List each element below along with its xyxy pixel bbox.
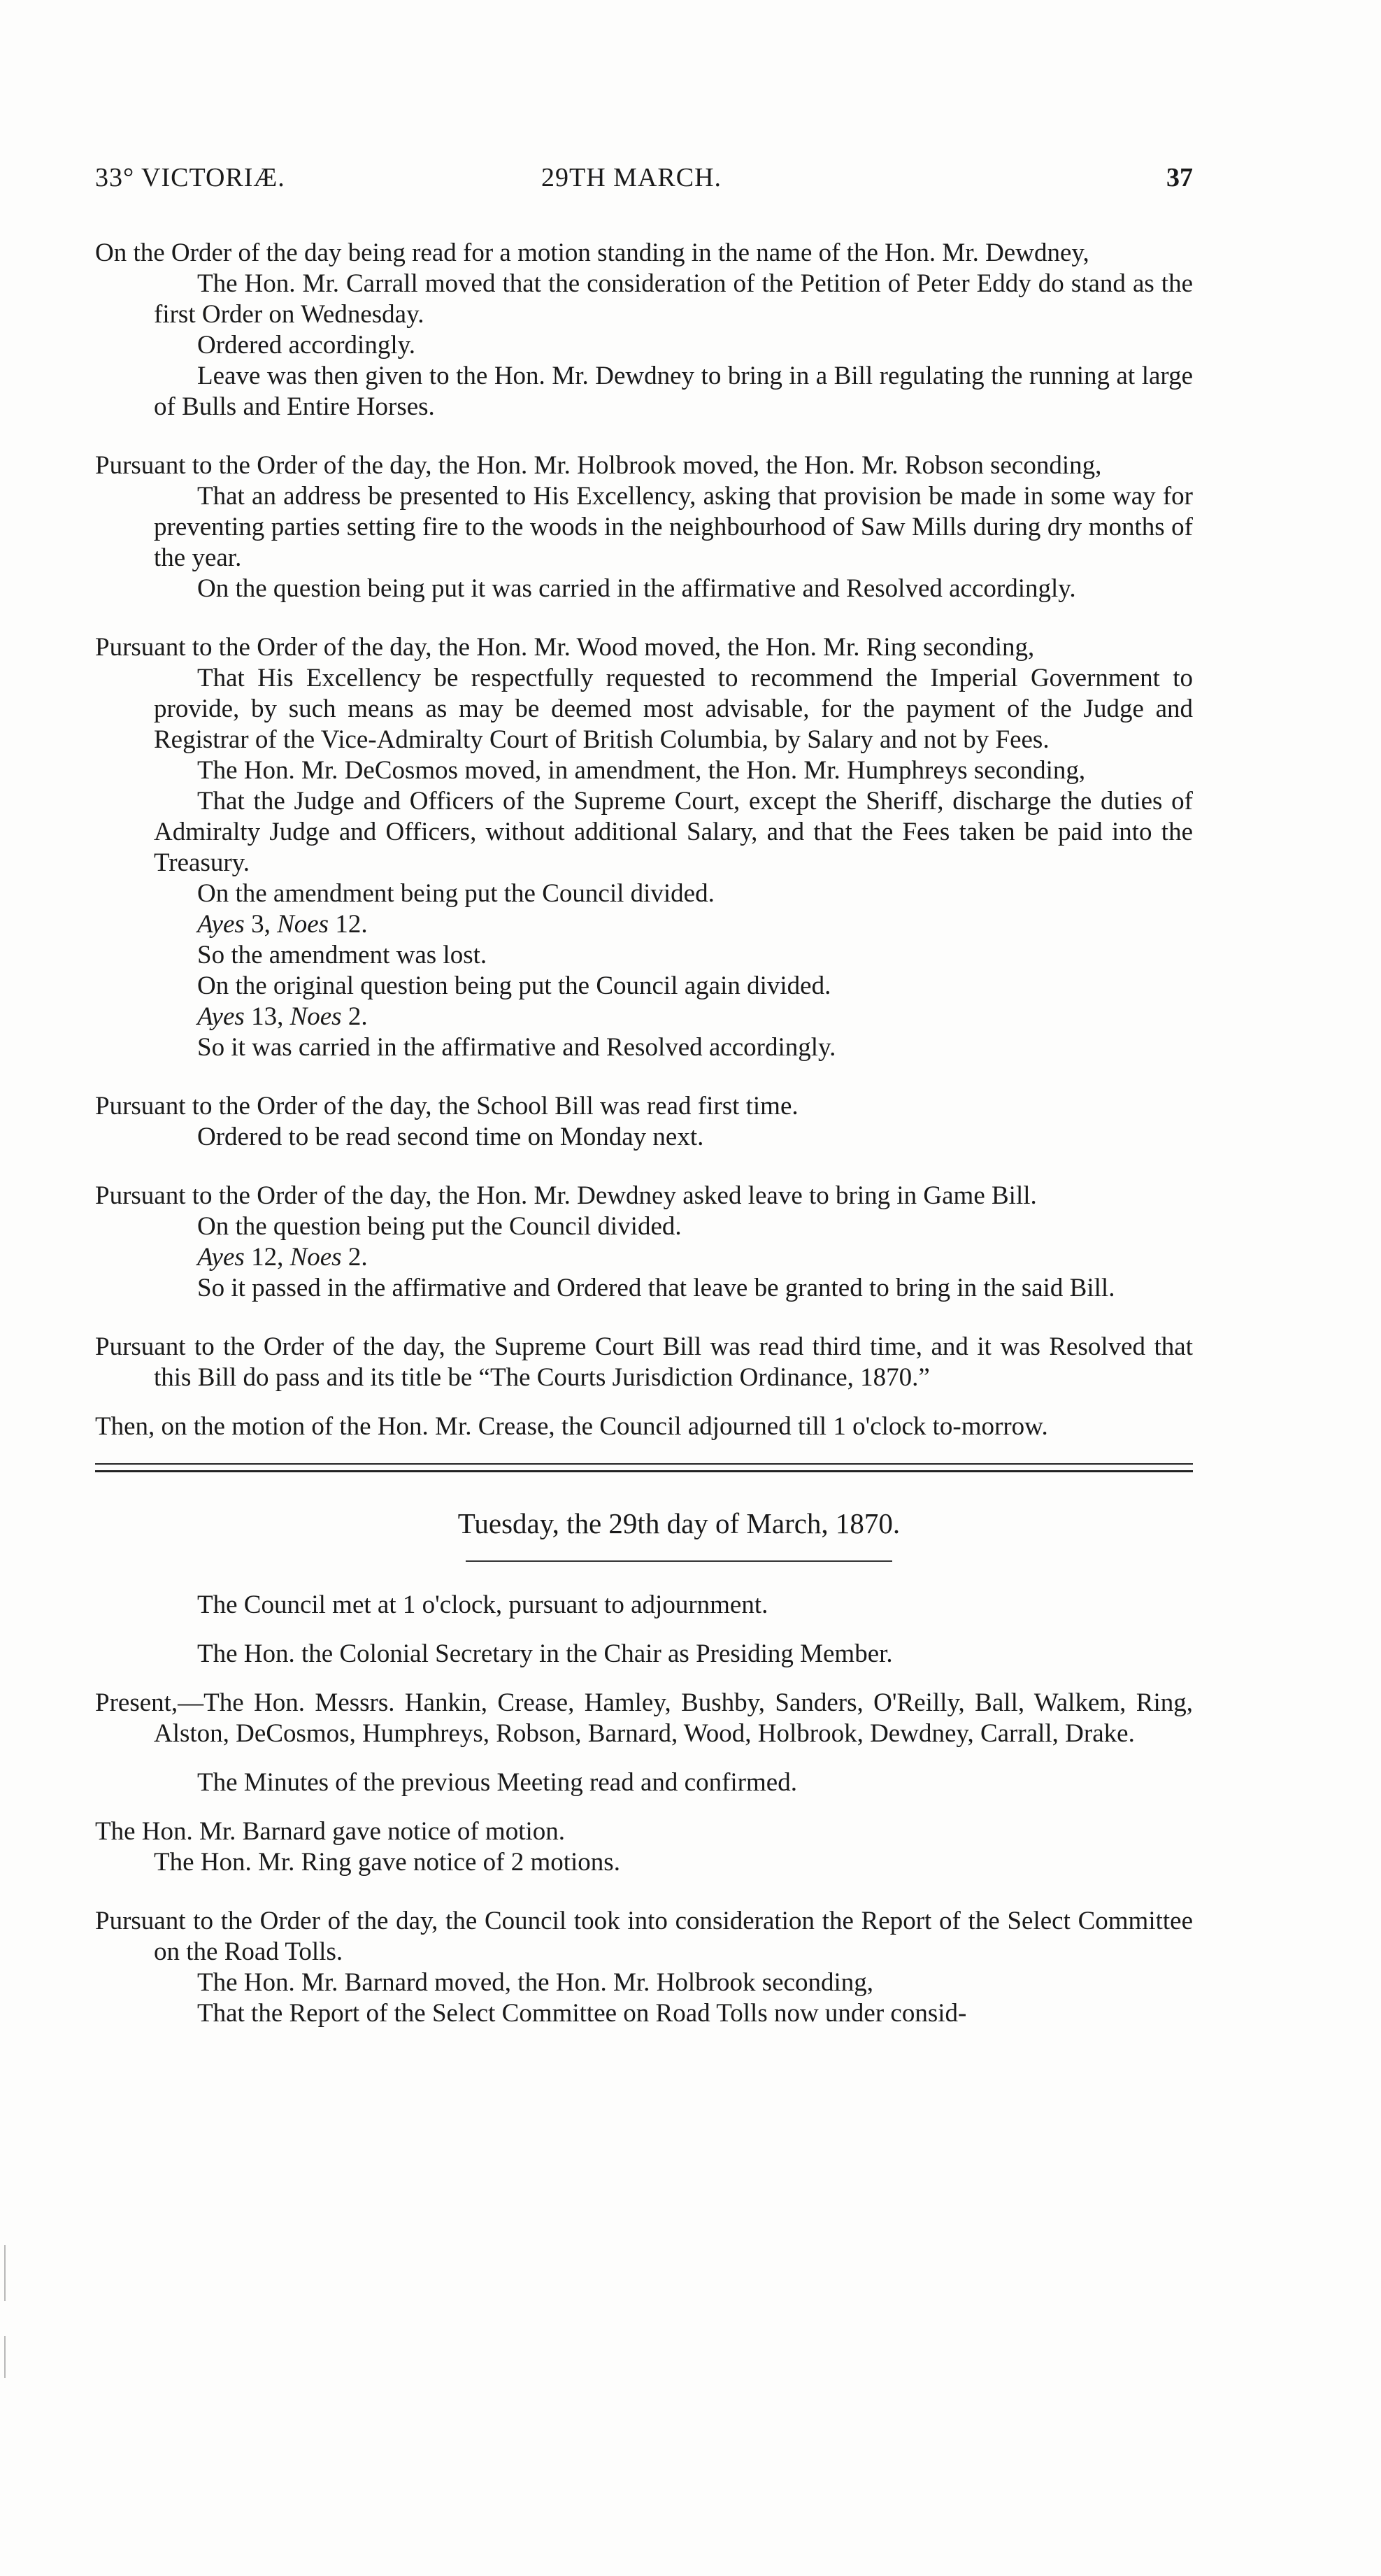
paragraph: The Minutes of the previous Meeting read and confirmed. [197,1768,797,1797]
paragraph: That His Excellency be respectfully requested to recommend the Imperial Government to provide, by such means as may be deemed most advisable, for the payment of the Judge and Registrar of the Vice-Admiralty Court of British Columbia, by Salary and not by Fees. [154,664,1193,754]
noes-count: 2. [348,1243,368,1272]
paragraph: The Hon. Mr. Ring gave notice of 2 motions. [154,1848,620,1877]
noes-label: Noes [277,910,329,939]
paragraph: Ordered to be read second time on Monday next. [197,1123,704,1151]
paragraph: The Hon. Mr. DeCosmos moved, in amendment, the Hon. Mr. Humphreys seconding, [197,756,1086,785]
header-session: 33° VICTORIÆ. [95,163,285,192]
ayes-label: Ayes [197,910,245,939]
paragraph: That the Judge and Officers of the Supreme Court, except the Sheriff, discharge the duties of Admiralty Judge and Officers, without additional Salary, and that the Fees taken be paid into the Treasury. [154,787,1193,877]
division-result [95,1242,1193,1273]
paragraph: Pursuant to the Order of the day, the School Bill was read first time. [95,1092,799,1120]
scan-margin-mark [4,2336,6,2378]
noes-label: Noes [289,1243,342,1272]
ayes-label: Ayes [197,1243,245,1272]
journal-body [95,238,1193,2029]
paragraph: Then, on the motion of the Hon. Mr. Crease, the Council adjourned till 1 o'clock to-morrow. [95,1412,1048,1441]
noes-count: 2. [348,1002,368,1031]
sitting-heading: Tuesday, the 29th day of March, 1870. [457,1507,901,1539]
paragraph: So the amendment was lost. [197,941,487,969]
paragraph: Leave was then given to the Hon. Mr. Dewdney to bring in a Bill regulating the running at large of Bulls and Entire Horses. [154,362,1193,421]
paragraph: On the question being put the Council divided. [197,1212,682,1241]
paragraph: Pursuant to the Order of the day, the Hon. Mr. Holbrook moved, the Hon. Mr. Robson seconding, [95,451,1102,480]
paragraph: Pursuant to the Order of the day, the Supreme Court Bill was read third time, and it was Resolved that this Bill do pass and its title be “The Courts Jurisdiction Ordinance, 1870.” [95,1332,1193,1392]
division-result [95,1002,1193,1032]
paragraph: Ordered accordingly. [197,331,415,360]
heading-rule [466,1560,892,1562]
paragraph: That the Report of the Select Committee on Road Tolls now under consid- [197,1999,967,2028]
paragraph: Pursuant to the Order of the day, the Hon. Mr. Dewdney asked leave to bring in Game Bill. [95,1181,1037,1210]
paragraph: On the question being put it was carried in the affirmative and Resolved accordingly. [197,574,1076,603]
division-result [95,909,1193,940]
paragraph: The Hon. Mr. Barnard moved, the Hon. Mr. Holbrook seconding, [197,1968,873,1997]
running-header [95,162,1193,204]
ayes-count: 13, [251,1002,284,1031]
ayes-count: 12, [251,1243,284,1272]
ayes-count: 3, [251,910,271,939]
paragraph: Pursuant to the Order of the day, the Council took into consideration the Report of the Select Committee on the Road Tolls. [95,1907,1193,1966]
page-number: 37 [1166,163,1193,192]
header-date: 29TH MARCH. [541,163,722,192]
ayes-label: Ayes [197,1002,245,1031]
paragraph: On the Order of the day being read for a motion standing in the name of the Hon. Mr. Dewdney, [95,239,1089,267]
paragraph: That an address be presented to His Excellency, asking that provision be made in some way for preventing parties setting fire to the woods in the neighbourhood of Saw Mills during dry months of the year. [154,482,1193,572]
noes-label: Noes [289,1002,342,1031]
paragraph: The Hon. Mr. Carrall moved that the consideration of the Petition of Peter Eddy do stand as the first Order on Wednesday. [154,269,1193,329]
paragraph: So it was carried in the affirmative and Resolved accordingly. [197,1033,836,1062]
paragraph: On the original question being put the Council again divided. [197,972,831,1000]
paragraph: On the amendment being put the Council divided. [197,879,715,908]
paragraph: The Hon. Mr. Barnard gave notice of motion. [95,1817,565,1846]
noes-count: 12. [335,910,368,939]
scan-margin-mark [4,2245,6,2301]
section-divider [95,1463,1193,1472]
paragraph: So it passed in the affirmative and Ordered that leave be granted to bring in the said Bill. [197,1274,1115,1302]
paragraph: Present,—The Hon. Messrs. Hankin, Crease, Hamley, Bushby, Sanders, O'Reilly, Ball, Walkem, Ring, Alston, DeCosmos, Humphreys, Robson, Barnard, Wood, Holbrook, Dewdney, Carrall, Drake. [95,1688,1193,1748]
paragraph: The Council met at 1 o'clock, pursuant to adjournment. [197,1591,768,1619]
paragraph: Pursuant to the Order of the day, the Hon. Mr. Wood moved, the Hon. Mr. Ring seconding, [95,633,1035,662]
paragraph: The Hon. the Colonial Secretary in the Chair as Presiding Member. [197,1639,893,1668]
